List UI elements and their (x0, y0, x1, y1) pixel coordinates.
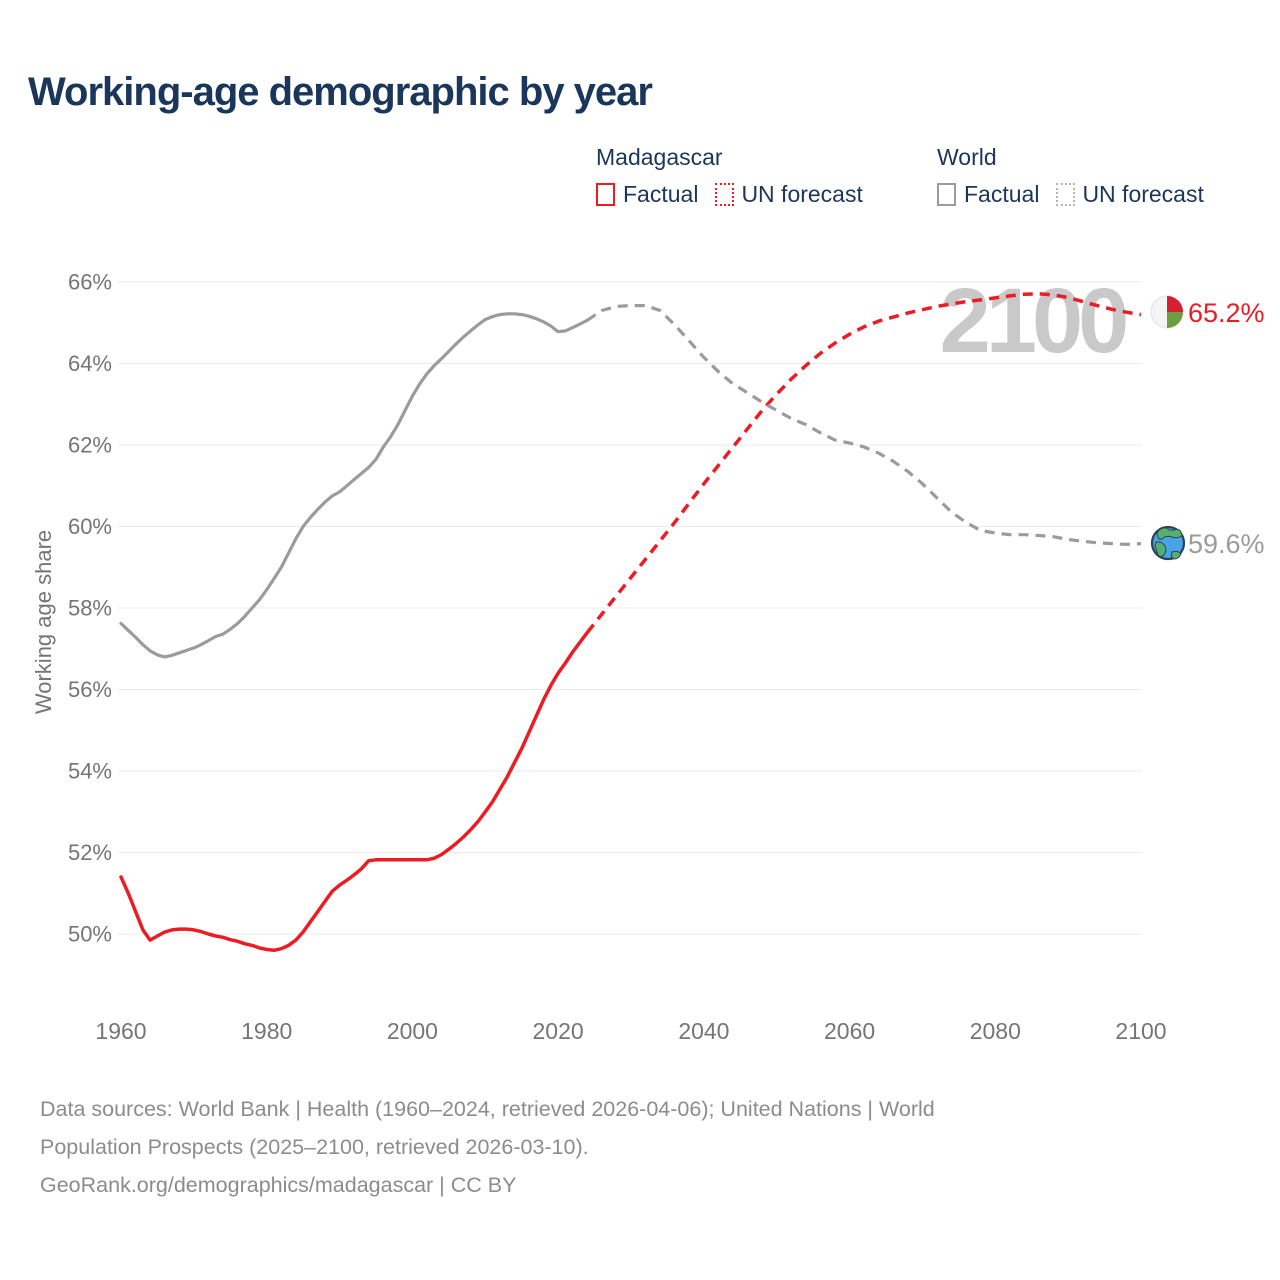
madagascar-forecast-swatch (715, 183, 734, 206)
legend-group-world (937, 144, 1204, 208)
world-end-value: 59.6% (1188, 529, 1265, 559)
x-tick-label: 2060 (824, 1018, 876, 1044)
y-tick-label: 52% (67, 840, 112, 865)
y-tick-label: 66% (67, 269, 112, 295)
x-tick-label: 1960 (95, 1018, 147, 1044)
madagascar-factual-swatch (596, 183, 615, 206)
x-tick-label: 2080 (969, 1018, 1021, 1044)
world-forecast-label: UN forecast (1082, 181, 1204, 207)
legend-title-madagascar: Madagascar (596, 144, 723, 170)
page-title: Working-age demographic by year (28, 70, 652, 114)
madagascar-end-value: 65.2% (1188, 298, 1265, 328)
y-tick-label: 58% (67, 595, 112, 621)
gridlines (118, 282, 1142, 934)
watermark-year: 2100 (939, 270, 1125, 372)
source-line-3: GeoRank.org/demographics/madagascar | CC BY (40, 1173, 517, 1197)
source-note (40, 1090, 935, 1204)
y-axis-title: Working age share (31, 529, 56, 715)
series-madagascar-factual (121, 633, 587, 951)
source-line-1: Data sources: World Bank | Health (1960–2024, retrieved 2026-04-06); United Nations | World (40, 1097, 935, 1121)
y-tick-label: 54% (67, 758, 112, 784)
legend-row-world (937, 181, 1204, 208)
x-tick-label: 1980 (241, 1018, 293, 1044)
y-tick-label: 50% (67, 921, 112, 947)
series-world-factual (121, 314, 587, 657)
y-tick-label: 62% (67, 432, 112, 458)
y-tick-label: 64% (67, 351, 112, 376)
world-factual-label: Factual (964, 181, 1040, 207)
world-forecast-swatch (1056, 183, 1075, 206)
madagascar-flag-icon (1151, 296, 1183, 328)
source-line-2: Population Prospects (2025–2100, retrieved 2026-03-10). (40, 1135, 589, 1159)
x-tick-label: 2000 (386, 1018, 438, 1044)
globe-icon (1152, 527, 1184, 559)
y-tick-label: 56% (67, 677, 112, 702)
x-tick-label: 2100 (1115, 1018, 1167, 1044)
x-tick-label: 2040 (678, 1018, 730, 1044)
series-lines (121, 294, 1141, 951)
legend-row-madagascar (596, 181, 863, 208)
madagascar-forecast-label: UN forecast (741, 181, 863, 207)
axis-ticks (68, 270, 1167, 1045)
y-tick-label: 60% (67, 514, 112, 539)
x-tick-label: 2020 (532, 1018, 584, 1044)
world-factual-swatch (937, 183, 956, 206)
legend-group-madagascar (596, 144, 863, 208)
madagascar-factual-label: Factual (623, 181, 699, 207)
legend-title-world: World (937, 144, 997, 170)
